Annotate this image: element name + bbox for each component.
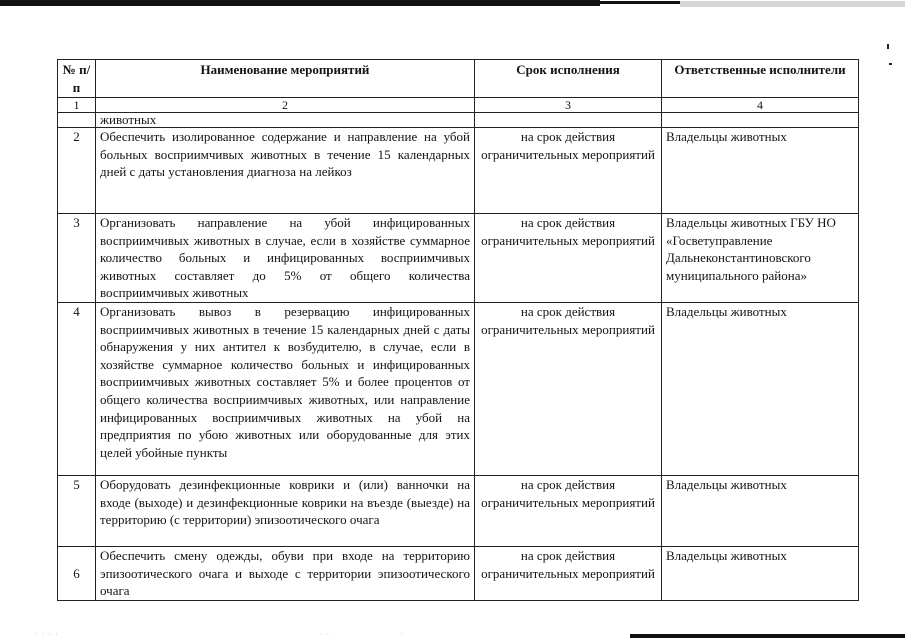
row-description: Оборудовать дезинфекционные коврики и (или) ванночки на входе (выходе) и дезинфекционные коврики на въезде (выезде) на территорию (с территории) эпизоотического очага [96, 476, 475, 547]
scan-noise: · [400, 630, 404, 639]
table-row [58, 128, 859, 214]
header-resp: Ответственные исполнители [662, 60, 859, 98]
header-term: Срок исполнения [475, 60, 662, 98]
row-description: Организовать направление на убой инфицированных восприимчивых животных в случае, если в хозяйстве суммарное количество больных и инфицированных восприимчивых животных составляет до 5% от общего количества восприимчивых животных [96, 214, 475, 303]
row-term: на срок действия ограничительных мероприятий [475, 547, 662, 601]
row-number: 2 [58, 128, 96, 214]
row-term: на срок действия ограничительных мероприятий [475, 303, 662, 476]
continuation-term [475, 113, 662, 128]
continuation-row [58, 113, 859, 128]
scan-bottom-border [630, 634, 905, 638]
row-description: Организовать вывоз в резервацию инфицированных восприимчивых животных в течение 15 календарных дней с даты обнаружения у них антител к возбудителю, в случае, если в хозяйстве суммарное количество больных и инфицированных восприимчивых животных составляет 5% и более процентов от общего количества восприимчивых животных, или направление инфицированных восприимчивых животных на убой на предприятия по убою животных или оборудованные для этих целей убойные пункты [96, 303, 475, 476]
continuation-text: животных [96, 113, 475, 128]
row-description: Обеспечить изолированное содержание и направление на убой больных восприимчивых животных в течение 15 календарных дней с даты установления диагноза на лейкоз [96, 128, 475, 214]
column-number: 4 [662, 98, 859, 113]
header-num: № п/п [58, 60, 96, 98]
row-responsible: Владельцы животных [662, 547, 859, 601]
row-number: 3 [58, 214, 96, 303]
row-term: на срок действия ограничительных мероприятий [475, 128, 662, 214]
row-description: Обеспечить смену одежды, обуви при входе на территорию эпизоотического очага и выходе с территории эпизоотического очага [96, 547, 475, 601]
scan-speck [889, 63, 892, 65]
table-row [58, 303, 859, 476]
table-row [58, 476, 859, 547]
row-term: на срок действия ограничительных мероприятий [475, 476, 662, 547]
row-responsible: Владельцы животных [662, 128, 859, 214]
row-responsible: Владельцы животных [662, 476, 859, 547]
scan-noise: · · [320, 630, 331, 639]
scan-noise: · · · · [35, 630, 59, 639]
scan-speck [887, 44, 889, 49]
table-row [58, 214, 859, 303]
header-name: Наименование мероприятий [96, 60, 475, 98]
column-number: 1 [58, 98, 96, 113]
table-row [58, 547, 859, 601]
row-responsible: Владельцы животных [662, 303, 859, 476]
row-number: 5 [58, 476, 96, 547]
row-term: на срок действия ограничительных мероприятий [475, 214, 662, 303]
continuation-resp [662, 113, 859, 128]
column-number: 3 [475, 98, 662, 113]
scan-top-border [0, 0, 905, 7]
row-number: 4 [58, 303, 96, 476]
column-numbers-row [58, 98, 859, 113]
table-header-row [58, 60, 859, 98]
continuation-num [58, 113, 96, 128]
row-number: 6 [58, 547, 96, 601]
measures-table [57, 59, 859, 601]
row-responsible: Владельцы животных ГБУ НО «Госветуправление Дальнеконстантиновского муниципального района» [662, 214, 859, 303]
column-number: 2 [96, 98, 475, 113]
